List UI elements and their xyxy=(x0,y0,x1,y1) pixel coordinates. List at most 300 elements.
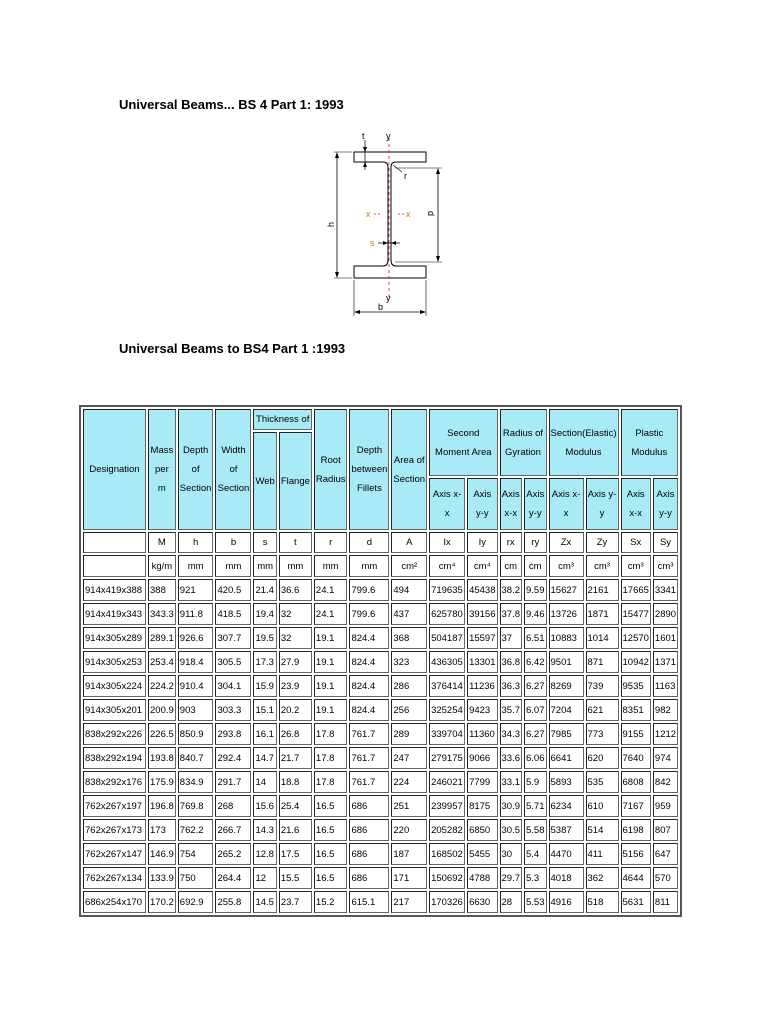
value-cell: 9.59 xyxy=(524,579,547,601)
value-cell: 620 xyxy=(586,747,619,769)
table-row xyxy=(83,843,678,865)
value-cell: 37 xyxy=(500,627,523,649)
value-cell: 19.1 xyxy=(314,627,348,649)
value-cell: 903 xyxy=(178,699,214,721)
value-cell: 264.4 xyxy=(215,867,251,889)
value-cell: 5.58 xyxy=(524,819,547,841)
symbol-cell: A xyxy=(391,532,427,553)
value-cell: 29.7 xyxy=(500,867,523,889)
value-cell: 824.4 xyxy=(349,651,389,673)
value-cell: 19.5 xyxy=(253,627,276,649)
unit-cell: mm xyxy=(253,555,276,577)
value-cell: 14.7 xyxy=(253,747,276,769)
value-cell: 982 xyxy=(653,699,678,721)
value-cell: 9.46 xyxy=(524,603,547,625)
value-cell: 1371 xyxy=(653,651,678,673)
value-cell: 1014 xyxy=(586,627,619,649)
value-cell: 761.7 xyxy=(349,771,389,793)
value-cell: 15597 xyxy=(467,627,497,649)
value-cell: 24.1 xyxy=(314,579,348,601)
value-cell: 34.3 xyxy=(500,723,523,745)
value-cell: 45438 xyxy=(467,579,497,601)
value-cell: 17.5 xyxy=(279,843,312,865)
page-title: Universal Beams... BS 4 Part 1: 1993 xyxy=(119,97,344,112)
unit-cell: cm xyxy=(524,555,547,577)
value-cell: 570 xyxy=(653,867,678,889)
unit-cell: mm xyxy=(349,555,389,577)
header-axis-zy: Axis y-y xyxy=(586,478,619,530)
value-cell: 6234 xyxy=(549,795,584,817)
value-cell: 14.5 xyxy=(253,891,276,913)
h-label: h xyxy=(326,221,336,227)
value-cell: 28 xyxy=(500,891,523,913)
value-cell: 8175 xyxy=(467,795,497,817)
value-cell: 265.2 xyxy=(215,843,251,865)
table-row xyxy=(83,579,678,601)
symbol-cell: r xyxy=(314,532,348,553)
value-cell: 15.1 xyxy=(253,699,276,721)
value-cell: 910.4 xyxy=(178,675,214,697)
r-label: r xyxy=(404,171,407,181)
unit-cell: kg/m xyxy=(148,555,176,577)
value-cell: 5455 xyxy=(467,843,497,865)
value-cell: 255.8 xyxy=(215,891,251,913)
value-cell: 19.1 xyxy=(314,699,348,721)
value-cell: 4470 xyxy=(549,843,584,865)
unit-cell: cm xyxy=(500,555,523,577)
value-cell: 5.9 xyxy=(524,771,547,793)
t-label: t xyxy=(362,131,365,141)
symbol-cell xyxy=(83,532,146,553)
unit-cell: cm⁴ xyxy=(429,555,465,577)
unit-cell: cm³ xyxy=(653,555,678,577)
value-cell: 39156 xyxy=(467,603,497,625)
value-cell: 10883 xyxy=(549,627,584,649)
value-cell: 12570 xyxy=(621,627,651,649)
value-cell: 799.6 xyxy=(349,603,389,625)
value-cell: 4018 xyxy=(549,867,584,889)
value-cell: 253.4 xyxy=(148,651,176,673)
value-cell: 6198 xyxy=(621,819,651,841)
value-cell: 36.6 xyxy=(279,579,312,601)
header-elastic-modulus: Section(Elastic) Modulus xyxy=(549,409,619,476)
value-cell: 686 xyxy=(349,819,389,841)
value-cell: 739 xyxy=(586,675,619,697)
y-top-label: y xyxy=(386,131,391,141)
symbol-cell: rx xyxy=(500,532,523,553)
value-cell: 807 xyxy=(653,819,678,841)
value-cell: 251 xyxy=(391,795,427,817)
value-cell: 2161 xyxy=(586,579,619,601)
unit-cell: mm xyxy=(215,555,251,577)
value-cell: 247 xyxy=(391,747,427,769)
designation-cell: 686x254x170 xyxy=(83,891,146,913)
header-axis-ix: Axis x-x xyxy=(429,478,465,530)
value-cell: 220 xyxy=(391,819,427,841)
unit-cell xyxy=(83,555,146,577)
value-cell: 196.8 xyxy=(148,795,176,817)
value-cell: 368 xyxy=(391,627,427,649)
value-cell: 266.7 xyxy=(215,819,251,841)
value-cell: 289 xyxy=(391,723,427,745)
value-cell: 17.8 xyxy=(314,747,348,769)
designation-cell: 838x292x194 xyxy=(83,747,146,769)
value-cell: 6630 xyxy=(467,891,497,913)
value-cell: 17.3 xyxy=(253,651,276,673)
value-cell: 187 xyxy=(391,843,427,865)
value-cell: 8351 xyxy=(621,699,651,721)
value-cell: 36.3 xyxy=(500,675,523,697)
value-cell: 175.9 xyxy=(148,771,176,793)
value-cell: 518 xyxy=(586,891,619,913)
unit-cell: mm xyxy=(279,555,312,577)
value-cell: 146.9 xyxy=(148,843,176,865)
value-cell: 6.27 xyxy=(524,723,547,745)
value-cell: 15.6 xyxy=(253,795,276,817)
value-cell: 840.7 xyxy=(178,747,214,769)
value-cell: 15477 xyxy=(621,603,651,625)
value-cell: 133.9 xyxy=(148,867,176,889)
value-cell: 16.5 xyxy=(314,867,348,889)
value-cell: 692.9 xyxy=(178,891,214,913)
value-cell: 362 xyxy=(586,867,619,889)
value-cell: 911.8 xyxy=(178,603,214,625)
value-cell: 686 xyxy=(349,867,389,889)
symbol-cell: t xyxy=(279,532,312,553)
value-cell: 799.6 xyxy=(349,579,389,601)
designation-cell: 762x267x134 xyxy=(83,867,146,889)
value-cell: 289.1 xyxy=(148,627,176,649)
designation-cell: 762x267x147 xyxy=(83,843,146,865)
value-cell: 1163 xyxy=(653,675,678,697)
value-cell: 15.5 xyxy=(279,867,312,889)
value-cell: 647 xyxy=(653,843,678,865)
table-row xyxy=(83,771,678,793)
value-cell: 35.7 xyxy=(500,699,523,721)
s-label: s xyxy=(370,238,375,248)
value-cell: 6.42 xyxy=(524,651,547,673)
header-axis-sy: Axis y-y xyxy=(653,478,678,530)
value-cell: 4644 xyxy=(621,867,651,889)
value-cell: 6850 xyxy=(467,819,497,841)
value-cell: 36.8 xyxy=(500,651,523,673)
value-cell: 279175 xyxy=(429,747,465,769)
x-right-label: x xyxy=(406,209,411,219)
value-cell: 293.8 xyxy=(215,723,251,745)
symbol-cell: Zx xyxy=(549,532,584,553)
header-axis-iy: Axis y-y xyxy=(467,478,497,530)
value-cell: 170.2 xyxy=(148,891,176,913)
symbol-cell: ry xyxy=(524,532,547,553)
value-cell: 514 xyxy=(586,819,619,841)
y-bottom-label: y xyxy=(386,293,391,303)
value-cell: 824.4 xyxy=(349,675,389,697)
header-thickness: Thickness of xyxy=(253,409,311,430)
unit-row xyxy=(83,555,678,577)
value-cell: 292.4 xyxy=(215,747,251,769)
value-cell: 3341 xyxy=(653,579,678,601)
value-cell: 171 xyxy=(391,867,427,889)
header-flange: Flange xyxy=(279,432,312,530)
value-cell: 761.7 xyxy=(349,723,389,745)
value-cell: 33.1 xyxy=(500,771,523,793)
header-root-radius: Root Radius xyxy=(314,409,348,530)
value-cell: 5631 xyxy=(621,891,651,913)
symbol-cell: Iy xyxy=(467,532,497,553)
designation-cell: 914x305x289 xyxy=(83,627,146,649)
value-cell: 23.9 xyxy=(279,675,312,697)
value-cell: 13301 xyxy=(467,651,497,673)
value-cell: 9155 xyxy=(621,723,651,745)
symbol-cell: Ix xyxy=(429,532,465,553)
value-cell: 761.7 xyxy=(349,747,389,769)
header-plastic-modulus: Plastic Modulus xyxy=(621,409,679,476)
value-cell: 921 xyxy=(178,579,214,601)
value-cell: 5.53 xyxy=(524,891,547,913)
designation-cell: 914x419x388 xyxy=(83,579,146,601)
value-cell: 21.6 xyxy=(279,819,312,841)
symbol-cell: Zy xyxy=(586,532,619,553)
value-cell: 5893 xyxy=(549,771,584,793)
value-cell: 437 xyxy=(391,603,427,625)
header-width: Width of Section xyxy=(215,409,251,530)
r-leader xyxy=(393,165,402,172)
value-cell: 1601 xyxy=(653,627,678,649)
header-mass: Mass per m xyxy=(148,409,176,530)
value-cell: 494 xyxy=(391,579,427,601)
value-cell: 17.8 xyxy=(314,771,348,793)
symbol-cell: M xyxy=(148,532,176,553)
value-cell: 5.3 xyxy=(524,867,547,889)
value-cell: 37.8 xyxy=(500,603,523,625)
value-cell: 224.2 xyxy=(148,675,176,697)
value-cell: 38.2 xyxy=(500,579,523,601)
value-cell: 811 xyxy=(653,891,678,913)
value-cell: 246021 xyxy=(429,771,465,793)
table-row xyxy=(83,747,678,769)
value-cell: 4916 xyxy=(549,891,584,913)
table-row xyxy=(83,819,678,841)
value-cell: 305.5 xyxy=(215,651,251,673)
x-left-label: x xyxy=(366,209,371,219)
value-cell: 376414 xyxy=(429,675,465,697)
unit-cell: cm³ xyxy=(621,555,651,577)
header-depth-fillets: Depth between Fillets xyxy=(349,409,389,530)
unit-cell: cm³ xyxy=(549,555,584,577)
header-designation: Designation xyxy=(83,409,146,530)
value-cell: 256 xyxy=(391,699,427,721)
table-title: Universal Beams to BS4 Part 1 :1993 xyxy=(119,341,346,356)
value-cell: 15627 xyxy=(549,579,584,601)
value-cell: 9535 xyxy=(621,675,651,697)
beam-outline xyxy=(354,152,426,278)
value-cell: 686 xyxy=(349,843,389,865)
value-cell: 436305 xyxy=(429,651,465,673)
value-cell: 14.3 xyxy=(253,819,276,841)
header-radius-gyration: Radius of Gyration xyxy=(500,409,547,476)
designation-cell: 762x267x173 xyxy=(83,819,146,841)
value-cell: 205282 xyxy=(429,819,465,841)
value-cell: 303.3 xyxy=(215,699,251,721)
value-cell: 343.3 xyxy=(148,603,176,625)
table-row xyxy=(83,867,678,889)
value-cell: 824.4 xyxy=(349,627,389,649)
value-cell: 173 xyxy=(148,819,176,841)
value-cell: 504187 xyxy=(429,627,465,649)
unit-cell: mm xyxy=(178,555,214,577)
value-cell: 14 xyxy=(253,771,276,793)
value-cell: 13726 xyxy=(549,603,584,625)
header-second-moment: Second Moment Area xyxy=(429,409,497,476)
value-cell: 21.4 xyxy=(253,579,276,601)
header-area: Area of Section xyxy=(391,409,427,530)
value-cell: 11360 xyxy=(467,723,497,745)
value-cell: 307.7 xyxy=(215,627,251,649)
value-cell: 7167 xyxy=(621,795,651,817)
value-cell: 150692 xyxy=(429,867,465,889)
value-cell: 615.1 xyxy=(349,891,389,913)
value-cell: 33.6 xyxy=(500,747,523,769)
value-cell: 200.9 xyxy=(148,699,176,721)
value-cell: 20.2 xyxy=(279,699,312,721)
value-cell: 842 xyxy=(653,771,678,793)
unit-cell: cm³ xyxy=(586,555,619,577)
value-cell: 926.6 xyxy=(178,627,214,649)
value-cell: 25.4 xyxy=(279,795,312,817)
value-cell: 7799 xyxy=(467,771,497,793)
value-cell: 19.4 xyxy=(253,603,276,625)
symbol-cell: Sx xyxy=(621,532,651,553)
value-cell: 17.8 xyxy=(314,723,348,745)
value-cell: 834.9 xyxy=(178,771,214,793)
header-axis-zx: Axis x-x xyxy=(549,478,584,530)
symbol-cell: b xyxy=(215,532,251,553)
table-row xyxy=(83,891,678,913)
value-cell: 16.5 xyxy=(314,795,348,817)
value-cell: 9066 xyxy=(467,747,497,769)
table-row xyxy=(83,675,678,697)
value-cell: 610 xyxy=(586,795,619,817)
value-cell: 959 xyxy=(653,795,678,817)
value-cell: 27.9 xyxy=(279,651,312,673)
unit-cell: mm xyxy=(314,555,348,577)
value-cell: 11236 xyxy=(467,675,497,697)
symbol-row xyxy=(83,532,678,553)
value-cell: 19.1 xyxy=(314,651,348,673)
value-cell: 15.9 xyxy=(253,675,276,697)
value-cell: 2890 xyxy=(653,603,678,625)
value-cell: 850.9 xyxy=(178,723,214,745)
designation-cell: 838x292x226 xyxy=(83,723,146,745)
value-cell: 5156 xyxy=(621,843,651,865)
value-cell: 24.1 xyxy=(314,603,348,625)
value-cell: 32 xyxy=(279,603,312,625)
value-cell: 4788 xyxy=(467,867,497,889)
b-label: b xyxy=(378,302,384,312)
value-cell: 1871 xyxy=(586,603,619,625)
value-cell: 18.8 xyxy=(279,771,312,793)
beam-section-diagram xyxy=(318,126,458,326)
value-cell: 5387 xyxy=(549,819,584,841)
value-cell: 6808 xyxy=(621,771,651,793)
value-cell: 16.1 xyxy=(253,723,276,745)
value-cell: 17665 xyxy=(621,579,651,601)
value-cell: 9423 xyxy=(467,699,497,721)
symbol-cell: s xyxy=(253,532,276,553)
value-cell: 7640 xyxy=(621,747,651,769)
unit-cell: cm⁴ xyxy=(467,555,497,577)
header-axis-sx: Axis x-x xyxy=(621,478,651,530)
value-cell: 30 xyxy=(500,843,523,865)
value-cell: 268 xyxy=(215,795,251,817)
designation-cell: 838x292x176 xyxy=(83,771,146,793)
value-cell: 719635 xyxy=(429,579,465,601)
value-cell: 824.4 xyxy=(349,699,389,721)
value-cell: 21.7 xyxy=(279,747,312,769)
value-cell: 10942 xyxy=(621,651,651,673)
value-cell: 6.51 xyxy=(524,627,547,649)
value-cell: 6.27 xyxy=(524,675,547,697)
value-cell: 323 xyxy=(391,651,427,673)
value-cell: 388 xyxy=(148,579,176,601)
table-row xyxy=(83,699,678,721)
value-cell: 411 xyxy=(586,843,619,865)
value-cell: 7985 xyxy=(549,723,584,745)
value-cell: 12.8 xyxy=(253,843,276,865)
value-cell: 26.8 xyxy=(279,723,312,745)
header-axis-rx: Axis x-x xyxy=(500,478,523,530)
unit-cell: cm² xyxy=(391,555,427,577)
value-cell: 773 xyxy=(586,723,619,745)
value-cell: 286 xyxy=(391,675,427,697)
designation-cell: 914x305x224 xyxy=(83,675,146,697)
value-cell: 16.5 xyxy=(314,819,348,841)
value-cell: 304.1 xyxy=(215,675,251,697)
value-cell: 918.4 xyxy=(178,651,214,673)
value-cell: 15.2 xyxy=(314,891,348,913)
value-cell: 168502 xyxy=(429,843,465,865)
value-cell: 5.71 xyxy=(524,795,547,817)
value-cell: 871 xyxy=(586,651,619,673)
value-cell: 23.7 xyxy=(279,891,312,913)
value-cell: 762.2 xyxy=(178,819,214,841)
table-row xyxy=(83,723,678,745)
value-cell: 239957 xyxy=(429,795,465,817)
value-cell: 6641 xyxy=(549,747,584,769)
value-cell: 224 xyxy=(391,771,427,793)
value-cell: 686 xyxy=(349,795,389,817)
value-cell: 32 xyxy=(279,627,312,649)
symbol-cell: d xyxy=(349,532,389,553)
value-cell: 625780 xyxy=(429,603,465,625)
value-cell: 6.06 xyxy=(524,747,547,769)
table-row xyxy=(83,795,678,817)
header-axis-ry: Axis y-y xyxy=(524,478,547,530)
table-row xyxy=(83,651,678,673)
designation-cell: 914x419x343 xyxy=(83,603,146,625)
value-cell: 30.9 xyxy=(500,795,523,817)
table-row xyxy=(83,627,678,649)
value-cell: 339704 xyxy=(429,723,465,745)
value-cell: 325254 xyxy=(429,699,465,721)
value-cell: 7204 xyxy=(549,699,584,721)
value-cell: 226.5 xyxy=(148,723,176,745)
value-cell: 30.5 xyxy=(500,819,523,841)
value-cell: 170326 xyxy=(429,891,465,913)
value-cell: 291.7 xyxy=(215,771,251,793)
designation-cell: 914x305x201 xyxy=(83,699,146,721)
designation-cell: 914x305x253 xyxy=(83,651,146,673)
